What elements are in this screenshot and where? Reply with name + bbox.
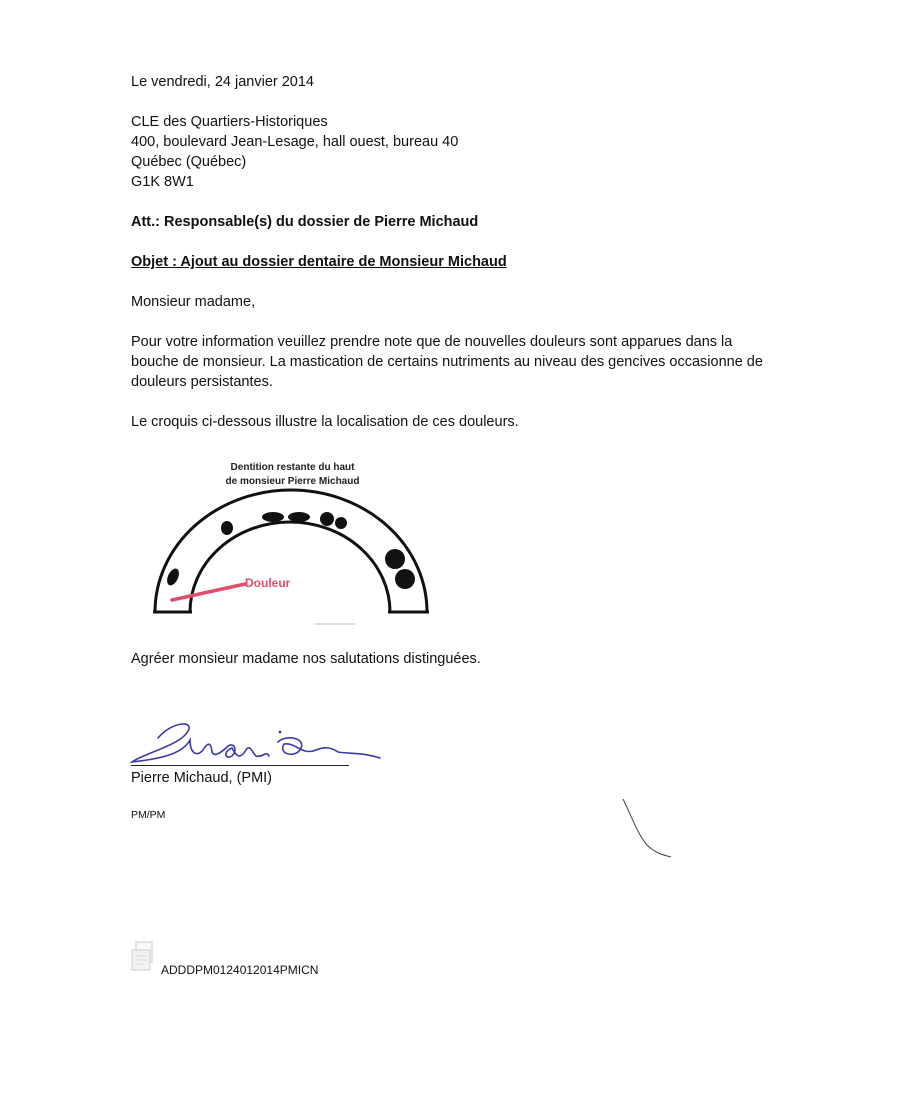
tooth-mark (288, 512, 310, 522)
signature-mark (128, 712, 388, 772)
document-code: ADDDPM0124012014PMICN (161, 963, 319, 977)
tooth-mark (320, 512, 334, 526)
pain-line (172, 584, 245, 600)
tooth-mark (385, 549, 405, 569)
recipient-city: Québec (Québec) (131, 154, 247, 170)
sketch-caption-line-2: de monsieur Pierre Michaud (225, 476, 360, 487)
tooth-mark (335, 517, 347, 529)
letter-date: Le vendredi, 24 janvier 2014 (131, 74, 314, 90)
tooth-mark (165, 567, 182, 588)
salutation: Monsieur madame, (131, 294, 256, 310)
subject-line: Objet : Ajout au dossier dentaire de Monsieur Michaud (131, 254, 507, 270)
sketch-caption-line-1: Dentition restante du haut (230, 462, 355, 473)
dental-arch-drawing (150, 455, 435, 635)
signature-line (131, 765, 349, 766)
tooth-mark (262, 512, 284, 522)
arch-inner-outline (190, 522, 390, 612)
recipient-postal-code: G1K 8W1 (131, 174, 194, 190)
closing-line: Agréer monsieur madame nos salutations distinguées. (131, 651, 481, 667)
body-paragraph-1: Pour votre information veuillez prendre note que de nouvelles douleurs sont apparues dans la bouche de monsieur. La mastication de certains nutriments au niveau des gencives occasionne de douleurs persistantes. (131, 334, 763, 390)
initials: PM/PM (131, 809, 166, 821)
tooth-mark (221, 521, 233, 535)
stray-pen-mark (615, 795, 675, 860)
pain-label: Douleur (245, 576, 291, 590)
recipient-name: CLE des Quartiers-Historiques (131, 114, 328, 130)
signatory-name: Pierre Michaud, (PMI) (131, 770, 273, 786)
body-paragraph-2: Le croquis ci-dessous illustre la localisation de ces douleurs. (131, 414, 519, 430)
dental-sketch (150, 455, 435, 635)
attention-line: Att.: Responsable(s) du dossier de Pierre Michaud (131, 214, 479, 230)
document-icon (130, 940, 158, 972)
recipient-street: 400, boulevard Jean-Lesage, hall ouest, bureau 40 (131, 134, 459, 150)
tooth-mark (395, 569, 415, 589)
